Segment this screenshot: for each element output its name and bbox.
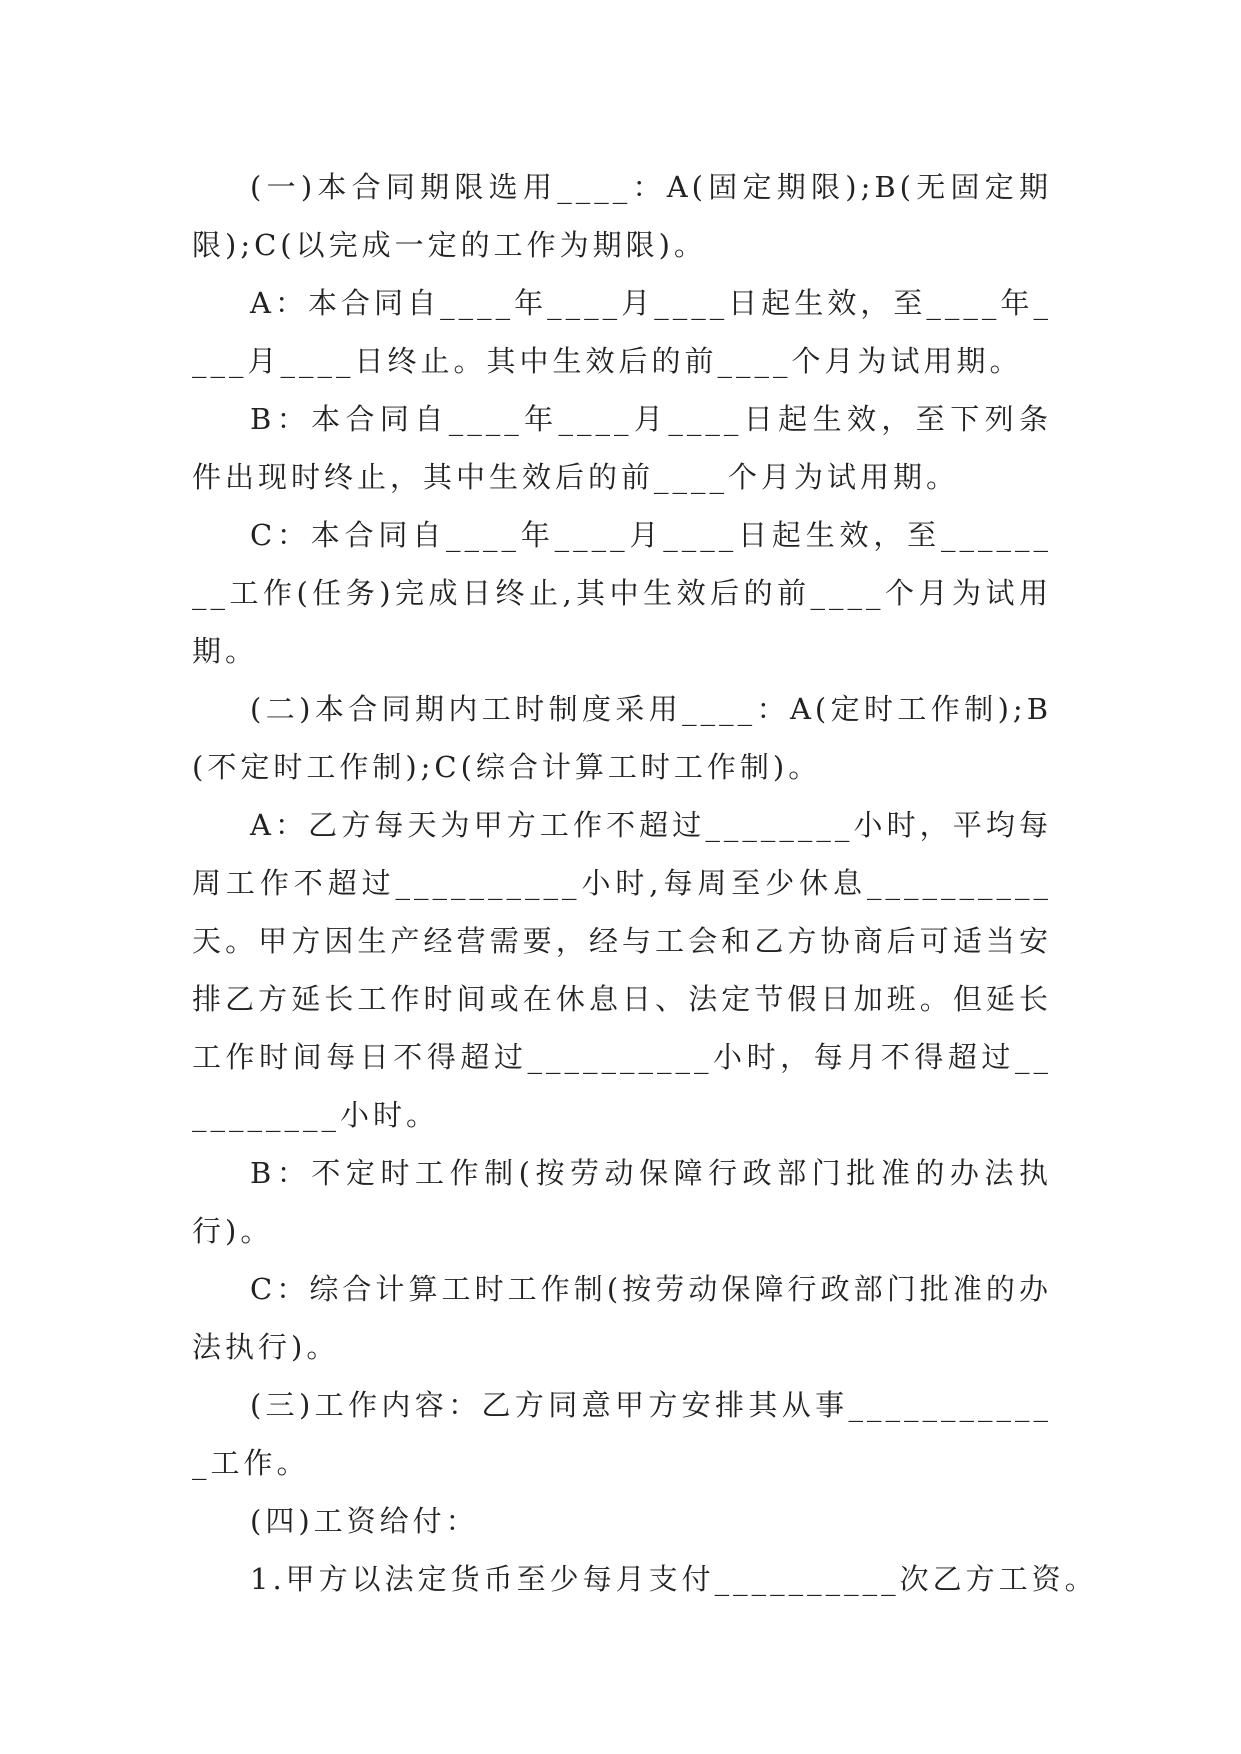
paragraph-wage-payment-item-1: 1.甲方以法定货币至少每月支付__________次乙方工资。 [250, 1562, 1098, 1596]
paragraph-contract-term: (一)本合同期限选用____：A(固定期限);B(无固定期限);C(以完成一定的工作为期限)。 [192, 170, 1052, 262]
document-body [192, 158, 1098, 1608]
paragraph-comprehensive-hours: C：综合计算工时工作制(按劳动保障行政部门批准的办法执行)。 [192, 1272, 1052, 1364]
paragraph-work-content: (三)工作内容：乙方同意甲方安排其从事____________工作。 [192, 1388, 1052, 1480]
paragraph-working-hours-system: (二)本合同期内工时制度采用____：A(定时工作制);B(不定时工作制);C(综合计算工时工作制)。 [192, 692, 1052, 784]
paragraph-flexible-hours: B：不定时工作制(按劳动保障行政部门批准的办法执行)。 [192, 1156, 1052, 1248]
paragraph-option-a-fixed-term: A：本合同自____年____月____日起生效，至____年____月____日终止。其中生效后的前____个月为试用期。 [192, 286, 1052, 378]
paragraph-standard-hours: A：乙方每天为甲方工作不超过________小时，平均每周工作不超过__________小时,每周至少休息__________天。甲方因生产经营需要，经与工会和乙方协商后可适当安排乙方延长工作时间或在休息日、法定节假日加班。但延长工作时间每日不得超过__________小时，每月不得超过__________小时。 [192, 808, 1052, 1132]
paragraph-wage-payment-heading: (四)工资给付： [250, 1504, 479, 1538]
paragraph-option-b-open-term: B：本合同自____年____月____日起生效，至下列条件出现时终止，其中生效后的前____个月为试用期。 [192, 402, 1052, 494]
paragraph-option-c-task-term: C：本合同自____年____月____日起生效，至________工作(任务)完成日终止,其中生效后的前____个月为试用期。 [192, 518, 1052, 668]
